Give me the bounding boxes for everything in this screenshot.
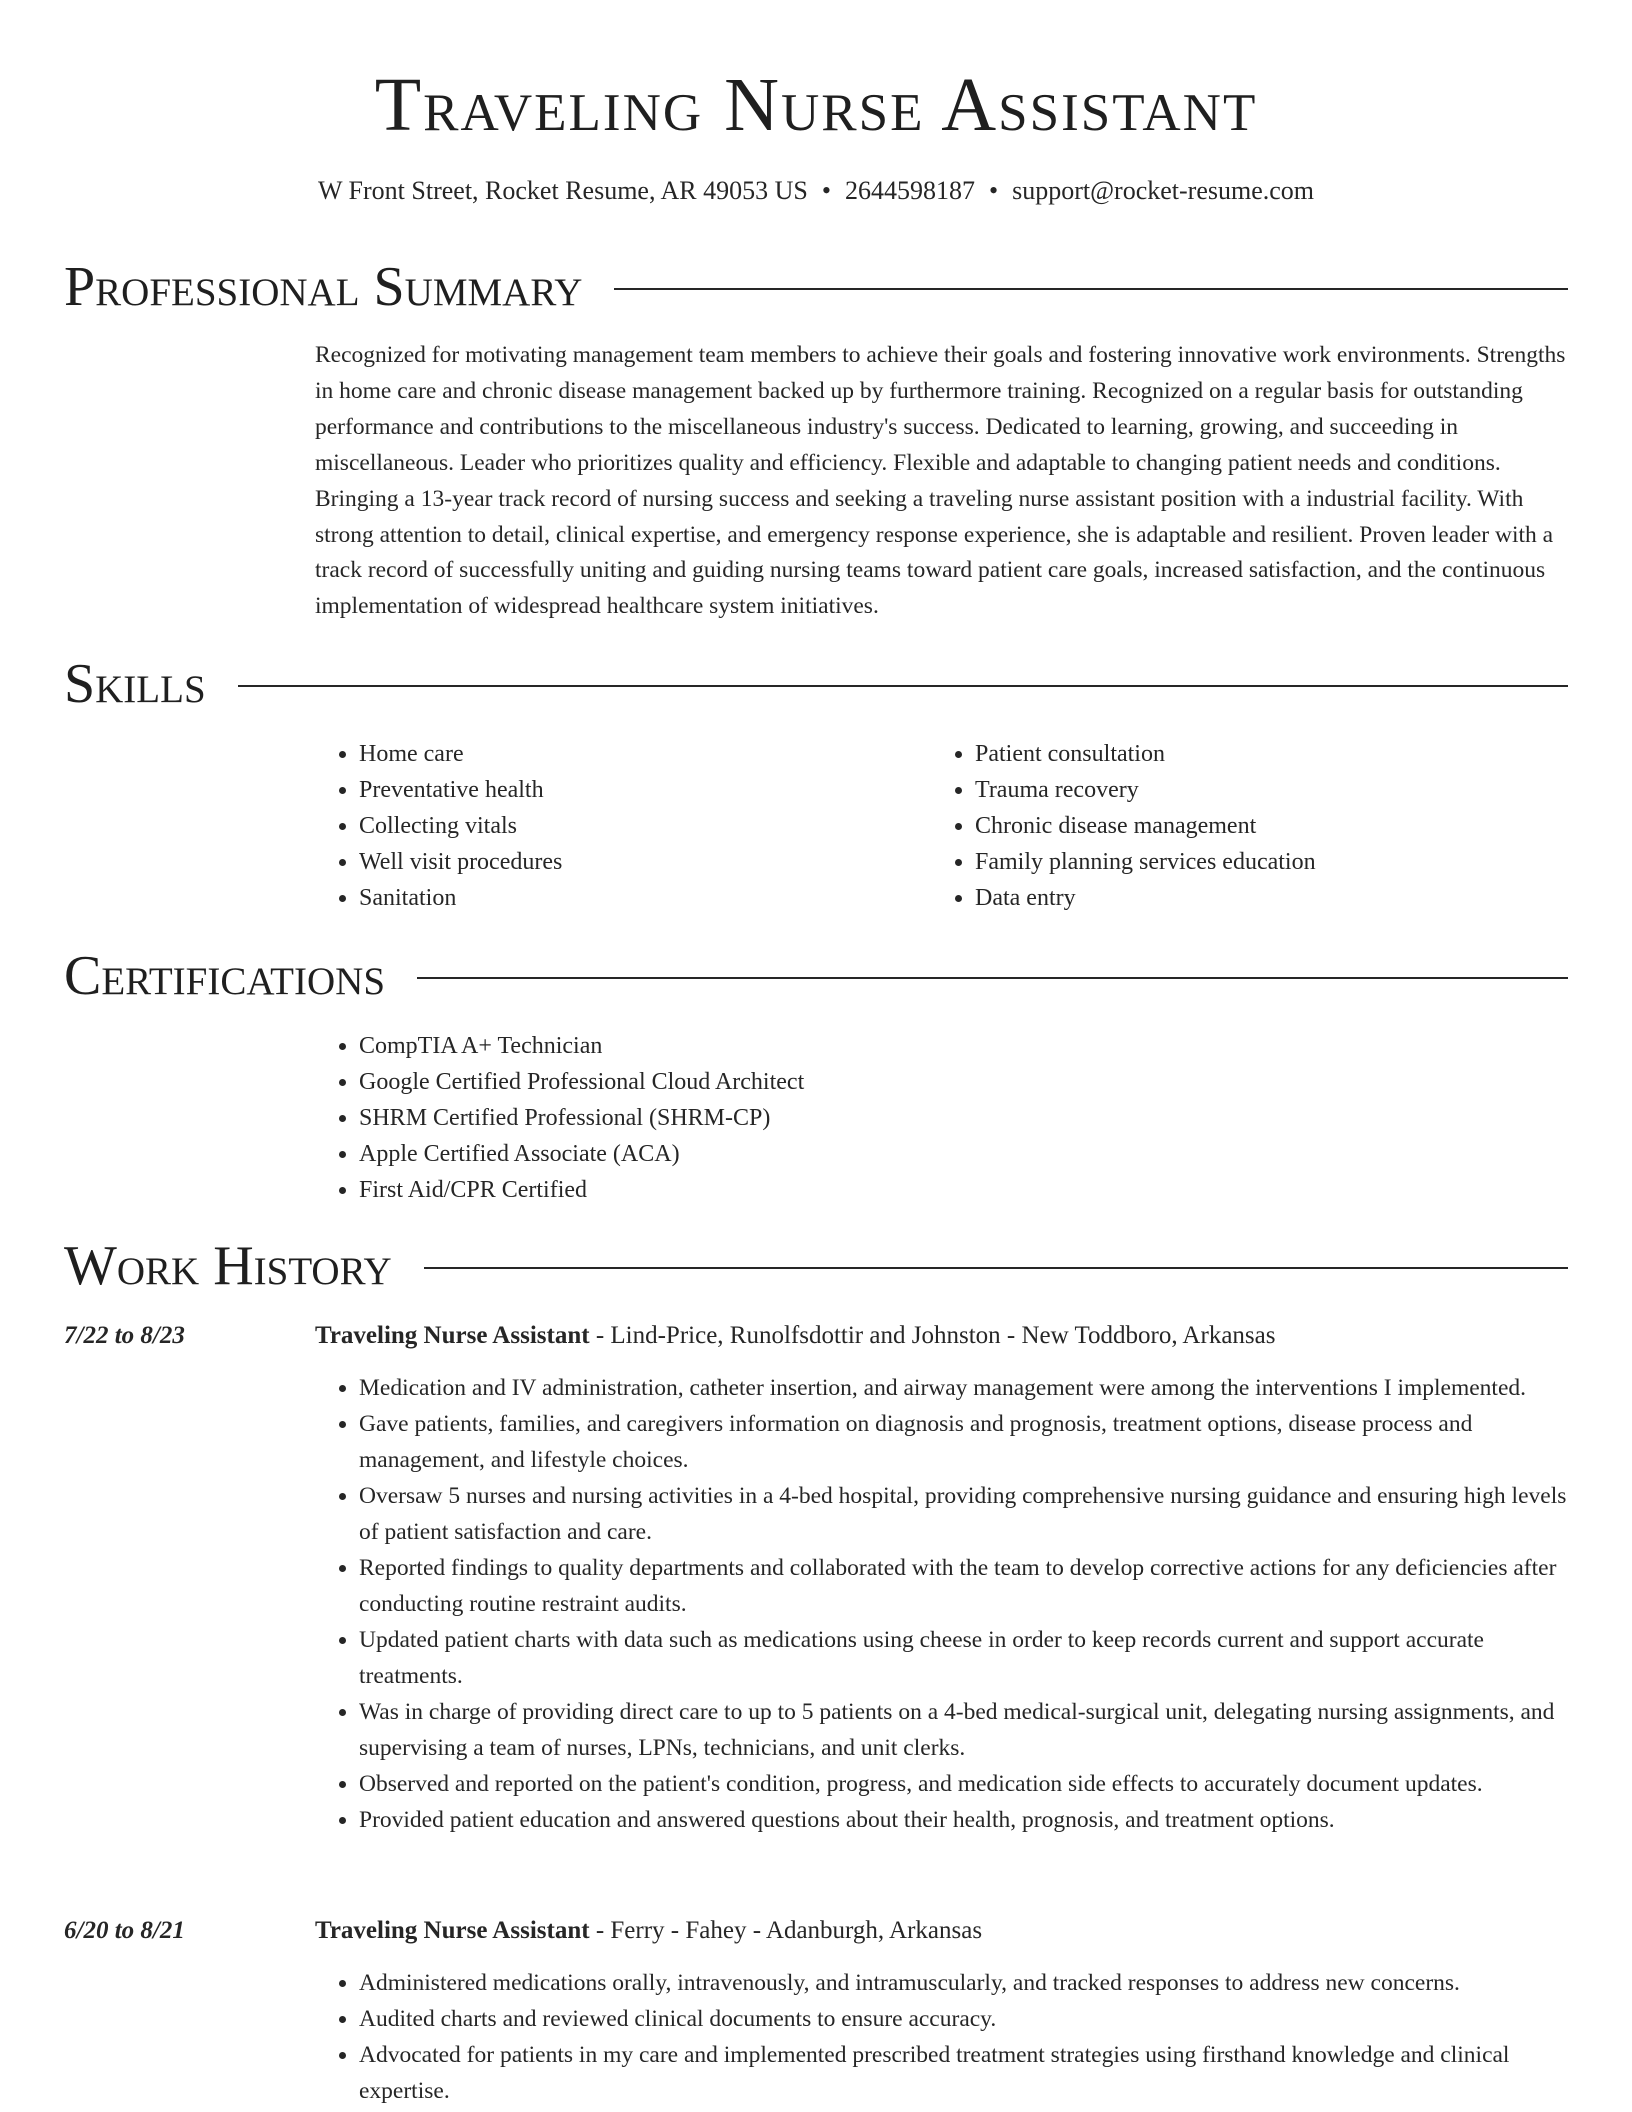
skills-column-left: [315, 736, 875, 916]
job-dates: 6/20 to 8/21: [64, 1917, 185, 1944]
contact-address: W Front Street, Rocket Resume, AR 49053 US: [317, 176, 808, 205]
skill-item: • Trauma recovery: [975, 772, 1531, 808]
job-heading: [315, 1318, 1275, 1354]
skill-item: • Collecting vitals: [359, 808, 875, 844]
section-rule: [238, 685, 1568, 687]
contact-line: [0, 174, 1632, 208]
section-header-certifications: [64, 946, 1568, 1006]
certification-item: • Google Certified Professional Cloud Architect: [359, 1064, 1215, 1100]
job-bullet: • Observed and reported on the patient's condition, progress, and medication side effects to accurately document updates.: [359, 1766, 1570, 1802]
section-title: Certifications: [64, 945, 386, 1007]
certifications-list: [315, 1028, 1215, 1208]
job-bullet: • Was in charge of providing direct care to up to 5 patients on a 4-bed medical-surgical unit, delegating nursing assignments, and supervising a team of nurses, LPNs, technicians, and unit clerks.: [359, 1694, 1570, 1766]
job-bullets: [315, 1370, 1570, 1838]
job-title: Traveling Nurse Assistant: [315, 1917, 590, 1944]
job-bullet: • Audited charts and reviewed clinical documents to ensure accuracy.: [359, 2001, 1570, 2037]
resume-name: Traveling Nurse Assistant: [374, 63, 1258, 147]
job-bullet: • Oversaw 5 nurses and nursing activities in a 4-bed hospital, providing comprehensive nursing guidance and ensuring high levels of patient satisfaction and care.: [359, 1478, 1570, 1550]
skills-column-right: [931, 736, 1531, 916]
section-header-summary: [64, 257, 1568, 317]
section-title: Skills: [64, 653, 206, 715]
job-bullet: • Updated patient charts with data such as medications using cheese in order to keep records current and support accurate treatments.: [359, 1622, 1570, 1694]
certification-item: • SHRM Certified Professional (SHRM-CP): [359, 1100, 1215, 1136]
job-bullet: • Advocated for patients in my care and implemented prescribed treatment strategies using firsthand knowledge and clinical expertise.: [359, 2037, 1570, 2109]
section-title: Work History: [64, 1235, 392, 1297]
job-heading: [315, 1913, 982, 1949]
summary-text: Recognized for motivating management team members to achieve their goals and fostering innovative work environments. Strengths in home care and chronic disease management backed up by furthermore training. Recognized on a regular basis for outstanding performance and contributions to the miscellaneous industry's success. Dedicated to learning, growing, and succeeding in miscellaneous. Leader who prioritizes quality and efficiency. Flexible and adaptable to changing patient needs and conditions. Bringing a 13-year track record of nursing success and seeking a traveling nurse assistant position with a industrial facility. With strong attention to detail, clinical expertise, and emergency response experience, she is adaptable and resilient. Proven leader with a track record of successfully uniting and guiding nursing teams toward patient care goals, increased satisfaction, and the continuous implementation of widespread healthcare system initiatives.: [315, 342, 1566, 620]
job-employer-location: - Ferry - Fahey - Adanburgh, Arkansas: [589, 1917, 983, 1944]
section-rule: [424, 1267, 1568, 1269]
job-employer-location: - Lind-Price, Runolfsdottir and Johnston - New Toddboro, Arkansas: [589, 1322, 1276, 1349]
job-bullet: • Gave patients, families, and caregivers information on diagnosis and prognosis, treatment options, disease process and management, and lifestyle choices.: [359, 1406, 1570, 1478]
job-dates: 7/22 to 8/23: [64, 1322, 185, 1349]
skill-item: • Preventative health: [359, 772, 875, 808]
certification-item: • CompTIA A+ Technician: [359, 1028, 1215, 1064]
skill-item: • Chronic disease management: [975, 808, 1531, 844]
contact-separator: •: [821, 176, 831, 205]
section-rule: [614, 288, 1568, 290]
section-title: Professional Summary: [64, 256, 583, 318]
section-header-work-history: [64, 1236, 1568, 1296]
skill-item: • Family planning services education: [975, 844, 1531, 880]
contact-email: support@rocket-resume.com: [1012, 176, 1315, 205]
skill-item: • Home care: [359, 736, 875, 772]
job-bullet: • Reported findings to quality departments and collaborated with the team to develop corrective actions for any deficiencies after conducting routine restraint audits.: [359, 1550, 1570, 1622]
skill-item: • Data entry: [975, 880, 1531, 916]
contact-phone: 2644598187: [844, 176, 975, 205]
section-rule: [417, 977, 1568, 979]
skill-item: • Sanitation: [359, 880, 875, 916]
section-header-skills: [64, 654, 1568, 714]
job-title: Traveling Nurse Assistant: [315, 1322, 590, 1349]
certification-item: • First Aid/CPR Certified: [359, 1172, 1215, 1208]
job-bullet: • Administered medications orally, intravenously, and intramuscularly, and tracked responses to address new concerns.: [359, 1965, 1570, 2001]
certification-item: • Apple Certified Associate (ACA): [359, 1136, 1215, 1172]
contact-separator: •: [988, 176, 999, 205]
skill-item: • Patient consultation: [975, 736, 1531, 772]
skill-item: • Well visit procedures: [359, 844, 875, 880]
job-bullet: • Medication and IV administration, catheter insertion, and airway management were among the interventions I implemented.: [359, 1370, 1570, 1406]
job-bullets: [315, 1965, 1570, 2109]
job-bullet: • Provided patient education and answered questions about their health, prognosis, and treatment options.: [359, 1802, 1570, 1838]
